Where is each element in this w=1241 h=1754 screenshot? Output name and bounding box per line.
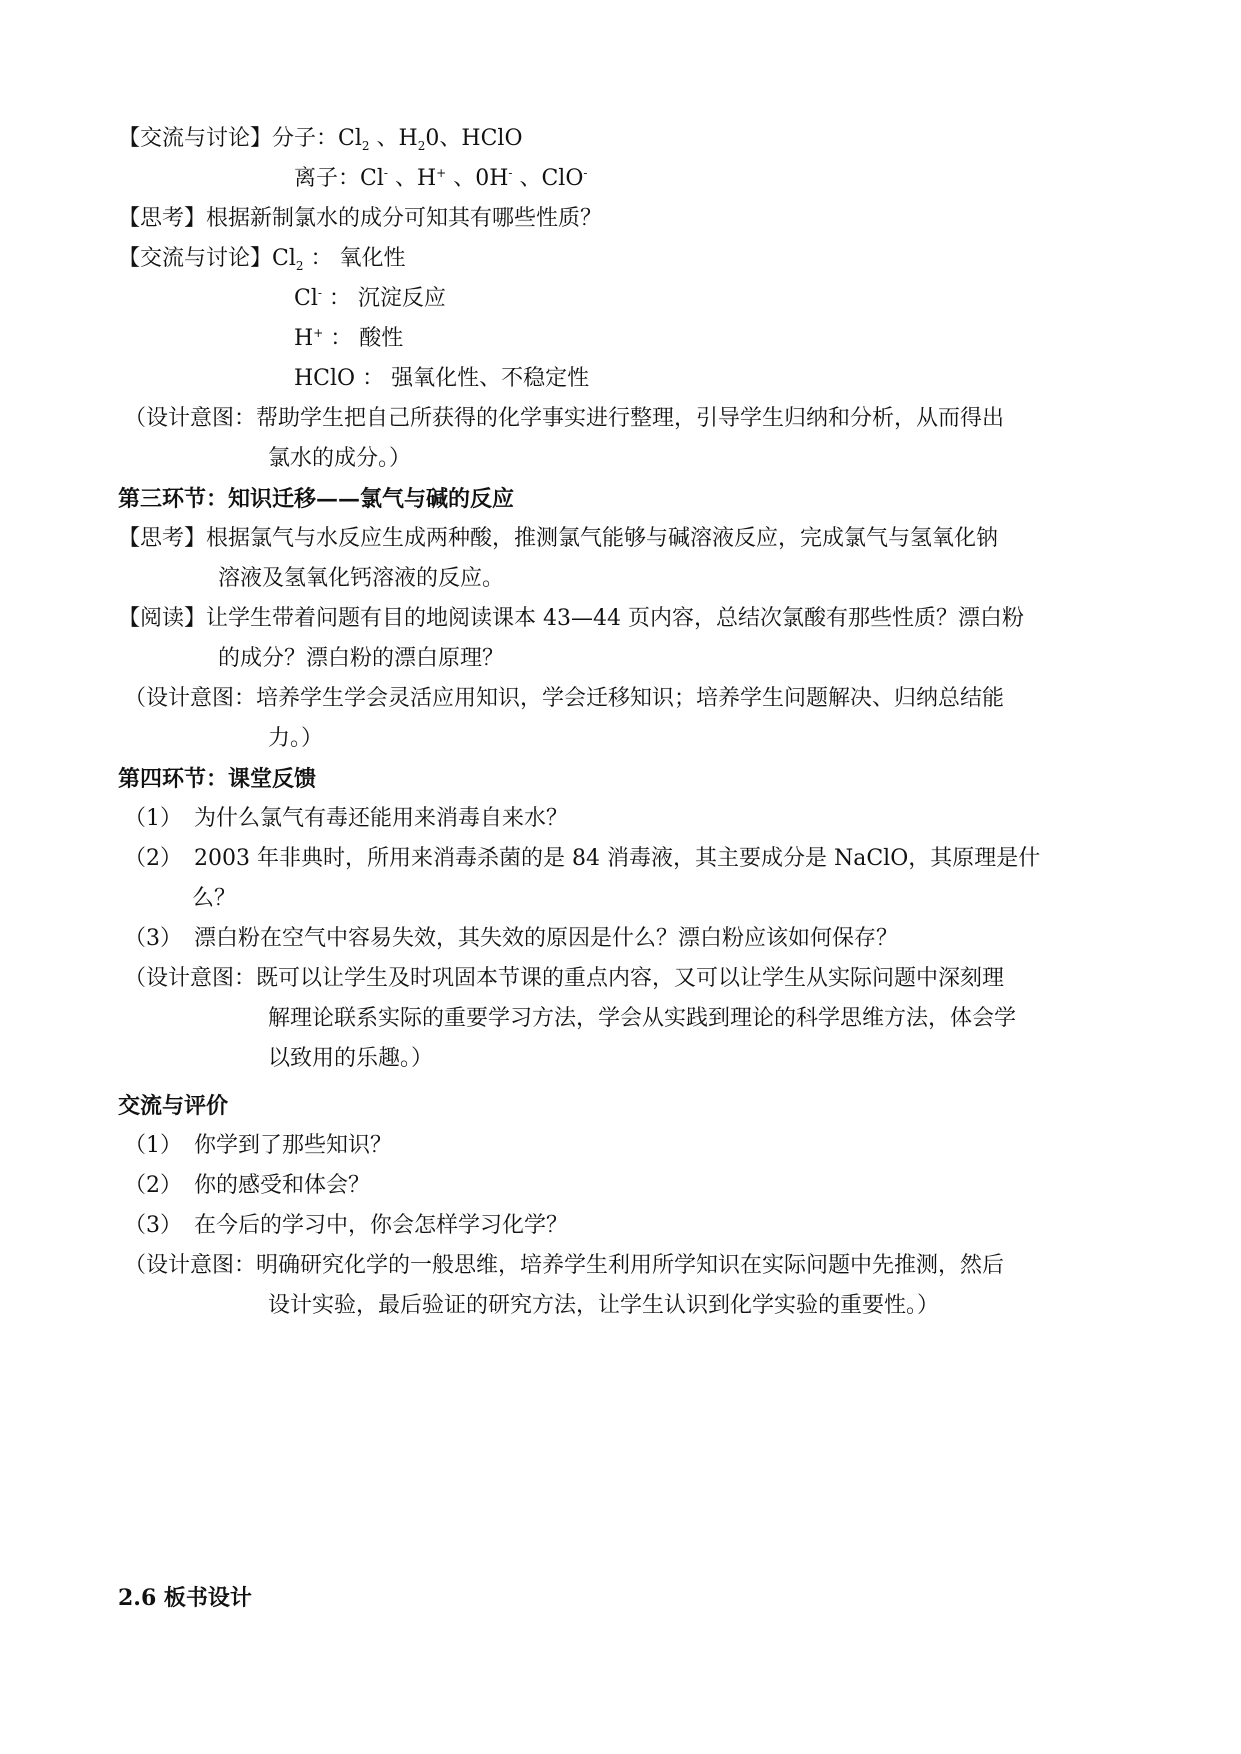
section-3-read-cont: 的成分？漂白粉的漂白原理？ xyxy=(218,646,505,671)
question-number: （3） xyxy=(124,926,182,951)
evaluation-title: 交流与评价 xyxy=(118,1093,229,1119)
clo-ion: ClO xyxy=(541,166,584,191)
species: HClO xyxy=(294,366,356,391)
discussion-ions-line xyxy=(294,164,587,194)
section-3-think-cont: 溶液及氢氧化钙溶液的反应。 xyxy=(218,566,505,591)
discussion-properties-line-1 xyxy=(118,244,406,274)
feedback-question-2 xyxy=(124,844,1040,874)
h-ion-charge: + xyxy=(436,166,447,180)
think-tag: 【思考】 xyxy=(118,206,207,231)
species: Cl xyxy=(294,286,318,311)
intent-label: （设计意图： xyxy=(124,406,257,431)
species-charge: - xyxy=(317,286,322,300)
oh-ion-charge: - xyxy=(508,166,513,180)
item-number: （3） xyxy=(124,1213,182,1238)
cl2-subscript: 2 xyxy=(361,139,370,153)
question-text: 2003 年非典时，所用来消毒杀菌的是 84 消毒液，其主要成分是 NaClO，其原理是什 xyxy=(194,846,1041,871)
read-tag: 【阅读】 xyxy=(118,606,207,631)
cl2-formula: Cl xyxy=(338,126,362,151)
design-intent-3-cont-1: 解理论联系实际的重要学习方法，学会从实践到理论的科学思维方法，体会学 xyxy=(268,1006,1017,1031)
question-number: （1） xyxy=(124,806,182,831)
think-line xyxy=(118,204,602,234)
section-3-read xyxy=(118,604,1024,634)
item-text: 在今后的学习中，你会怎样学习化学？ xyxy=(194,1213,569,1238)
item-number: （1） xyxy=(124,1133,182,1158)
intent-label: （设计意图： xyxy=(124,966,257,991)
evaluation-item-3 xyxy=(124,1211,568,1241)
discussion-tag: 【交流与讨论】 xyxy=(118,246,273,271)
intent-label: （设计意图： xyxy=(124,686,257,711)
question-number: （2） xyxy=(124,846,182,871)
discussion-molecules-line xyxy=(118,124,522,154)
discussion-tag: 【交流与讨论】 xyxy=(118,126,273,151)
h2o-formula-h: H xyxy=(398,126,418,151)
evaluation-item-2 xyxy=(124,1171,370,1201)
property: ： 酸性 xyxy=(323,326,404,351)
feedback-question-2-cont: 么？ xyxy=(192,886,237,911)
species: Cl xyxy=(272,246,296,271)
separator: 、 xyxy=(387,166,417,191)
intent-text: 帮助学生把自己所获得的化学事实进行整理，引导学生归纳和分析，从而得出 xyxy=(256,406,1005,431)
design-intent-3 xyxy=(124,964,1004,994)
h-ion: H xyxy=(416,166,437,191)
intent-label: （设计意图： xyxy=(124,1253,257,1278)
feedback-question-3 xyxy=(124,924,898,954)
question-text: 漂白粉在空气中容易失效，其失效的原因是什么？漂白粉应该如何保存？ xyxy=(194,926,899,951)
molecules-label: 分子： xyxy=(272,126,339,151)
intent-text: 既可以让学生及时巩固本节课的重点内容，又可以让学生从实际问题中深刻理 xyxy=(256,966,1005,991)
property: ： 强氧化性、不稳定性 xyxy=(355,366,590,391)
section-3-title: 第三环节：知识迁移——氯气与碱的反应 xyxy=(118,486,515,512)
think-text: 根据新制氯水的成分可知其有哪些性质？ xyxy=(206,206,603,231)
species: H xyxy=(294,326,314,351)
species-subscript: 2 xyxy=(295,259,304,273)
separator: 、 xyxy=(439,126,462,151)
discussion-properties-line-4 xyxy=(294,364,589,394)
section-3-think xyxy=(118,524,998,554)
section-4-title: 第四环节：课堂反馈 xyxy=(118,766,317,792)
separator: 、 xyxy=(369,126,399,151)
separator: 、 xyxy=(512,166,542,191)
clo-ion-charge: - xyxy=(583,166,588,180)
item-text: 你学到了那些知识？ xyxy=(194,1133,393,1158)
cl-ion: Cl xyxy=(360,166,384,191)
intent-text: 培养学生学会灵活应用知识，学会迁移知识；培养学生问题解决、归纳总结能 xyxy=(256,686,1005,711)
discussion-properties-line-2 xyxy=(294,284,446,314)
intent-text: 明确研究化学的一般思维，培养学生利用所学知识在实际问题中先推测，然后 xyxy=(256,1253,1005,1278)
species-charge: + xyxy=(313,326,324,340)
feedback-question-1 xyxy=(124,804,568,834)
design-intent-3-cont-2: 以致用的乐趣。） xyxy=(268,1046,434,1071)
question-text: 为什么氯气有毒还能用来消毒自来水？ xyxy=(194,806,569,831)
separator: 、 xyxy=(446,166,476,191)
design-intent-1-cont: 氯水的成分。） xyxy=(268,446,412,471)
think-text: 根据氯气与水反应生成两种酸，推测氯气能够与碱溶液反应，完成氯气与氢氧化钠 xyxy=(206,526,999,551)
property: ： 沉淀反应 xyxy=(321,286,446,311)
h2o-formula-o: 0 xyxy=(425,126,440,151)
cl-ion-charge: - xyxy=(383,166,388,180)
design-intent-4 xyxy=(124,1251,1004,1281)
think-tag: 【思考】 xyxy=(118,526,207,551)
design-intent-2-cont: 力。） xyxy=(268,726,324,751)
hclo-formula: HClO xyxy=(461,126,523,151)
board-design-title: 2.6 板书设计 xyxy=(118,1585,252,1611)
design-intent-4-cont: 设计实验，最后验证的研究方法，让学生认识到化学实验的重要性。） xyxy=(268,1293,940,1318)
evaluation-item-1 xyxy=(124,1131,392,1161)
oh-ion: 0H xyxy=(475,166,509,191)
read-text: 让学生带着问题有目的地阅读课本 43—44 页内容，总结次氯酸有那些性质？漂白粉 xyxy=(206,606,1024,631)
discussion-properties-line-3 xyxy=(294,324,403,354)
item-text: 你的感受和体会？ xyxy=(194,1173,371,1198)
design-intent-2 xyxy=(124,684,1004,714)
item-number: （2） xyxy=(124,1173,182,1198)
ions-label: 离子： xyxy=(294,166,361,191)
h2o-subscript: 2 xyxy=(417,139,426,153)
design-intent-1 xyxy=(124,404,1004,434)
property: ： 氧化性 xyxy=(303,246,406,271)
